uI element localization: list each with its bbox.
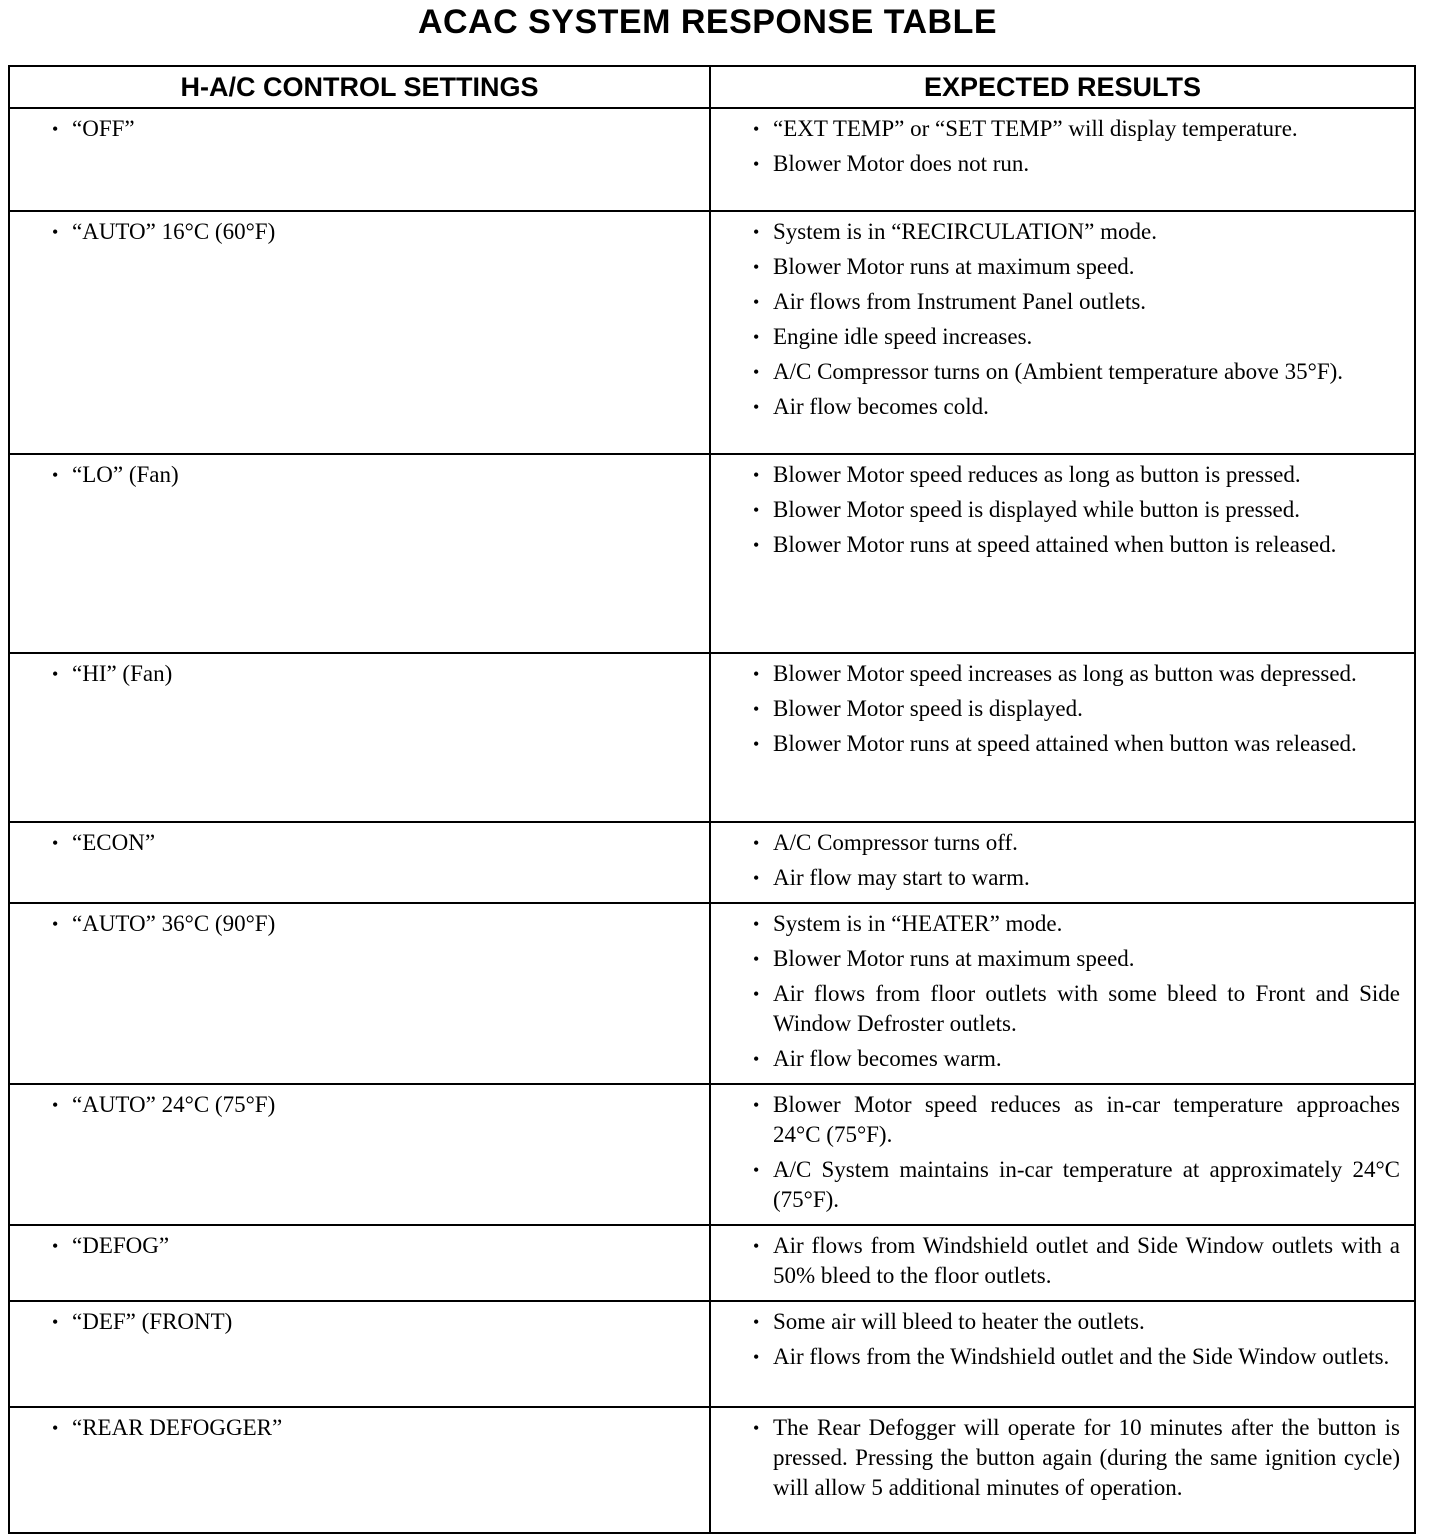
results-list xyxy=(751,1307,1400,1372)
result-item: • A/C Compressor turns on (Ambient temperature above 35°F). xyxy=(751,357,1400,387)
results-list xyxy=(751,1413,1400,1503)
result-item: • Blower Motor does not run. xyxy=(751,149,1400,179)
result-item: • “EXT TEMP” or “SET TEMP” will display temperature. xyxy=(751,114,1400,144)
setting-cell xyxy=(9,1084,710,1225)
result-item: • Air flow becomes cold. xyxy=(751,392,1400,422)
result-item: • Blower Motor speed increases as long as button was depressed. xyxy=(751,659,1400,689)
results-list xyxy=(751,460,1400,560)
results-list xyxy=(751,828,1400,893)
result-item: • Engine idle speed increases. xyxy=(751,322,1400,352)
results-list xyxy=(751,114,1400,179)
setting-cell xyxy=(9,108,710,211)
results-cell xyxy=(710,822,1415,903)
table-body xyxy=(9,108,1415,1533)
result-item: • Air flows from floor outlets with some bleed to Front and Side Window Defroster outlets. xyxy=(751,979,1400,1039)
result-item: • Air flow becomes warm. xyxy=(751,1044,1400,1074)
setting-label: • “ECON” xyxy=(50,828,695,858)
table-row xyxy=(9,1225,1415,1301)
setting-cell xyxy=(9,1407,710,1533)
results-column-header: EXPECTED RESULTS xyxy=(710,66,1415,108)
result-item: • System is in “HEATER” mode. xyxy=(751,909,1400,939)
result-item: • Blower Motor runs at maximum speed. xyxy=(751,944,1400,974)
result-item: • A/C Compressor turns off. xyxy=(751,828,1400,858)
results-list xyxy=(751,1231,1400,1291)
setting-cell xyxy=(9,211,710,454)
table-row xyxy=(9,211,1415,454)
results-list xyxy=(751,1090,1400,1215)
results-cell xyxy=(710,211,1415,454)
settings-column-header: H-A/C CONTROL SETTINGS xyxy=(9,66,710,108)
setting-cell xyxy=(9,454,710,653)
result-item: • Air flows from Instrument Panel outlets. xyxy=(751,287,1400,317)
result-item: • Blower Motor runs at speed attained when button was released. xyxy=(751,729,1400,759)
setting-label: • “HI” (Fan) xyxy=(50,659,695,689)
results-cell xyxy=(710,1301,1415,1407)
result-item: • Blower Motor runs at speed attained when button is released. xyxy=(751,530,1400,560)
setting-label: • “AUTO” 16°C (60°F) xyxy=(50,217,695,247)
setting-cell xyxy=(9,903,710,1084)
table-row xyxy=(9,1301,1415,1407)
result-item: • Air flow may start to warm. xyxy=(751,863,1400,893)
results-cell xyxy=(710,108,1415,211)
table-row xyxy=(9,903,1415,1084)
results-cell xyxy=(710,1225,1415,1301)
setting-label: • “AUTO” 24°C (75°F) xyxy=(50,1090,695,1120)
result-item: • System is in “RECIRCULATION” mode. xyxy=(751,217,1400,247)
results-list xyxy=(751,217,1400,422)
result-item: • Air flows from Windshield outlet and Side Window outlets with a 50% bleed to the floor outlets. xyxy=(751,1231,1400,1291)
result-item: • Blower Motor speed is displayed while button is pressed. xyxy=(751,495,1400,525)
response-table xyxy=(8,65,1416,1534)
result-item: • The Rear Defogger will operate for 10 minutes after the button is pressed. Pressing the button again (during the same ignition cycle) will allow 5 additional minutes of operation. xyxy=(751,1413,1400,1503)
setting-label: • “REAR DEFOGGER” xyxy=(50,1413,695,1443)
results-cell xyxy=(710,903,1415,1084)
result-item: • Air flows from the Windshield outlet and the Side Window outlets. xyxy=(751,1342,1400,1372)
result-item: • Blower Motor speed reduces as long as button is pressed. xyxy=(751,460,1400,490)
header-row xyxy=(9,66,1415,108)
result-item: • A/C System maintains in-car temperature at approximately 24°C (75°F). xyxy=(751,1155,1400,1215)
table-row xyxy=(9,1407,1415,1533)
results-list xyxy=(751,659,1400,759)
setting-cell xyxy=(9,1225,710,1301)
table-row xyxy=(9,1084,1415,1225)
result-item: • Blower Motor runs at maximum speed. xyxy=(751,252,1400,282)
setting-label: • “LO” (Fan) xyxy=(50,460,695,490)
setting-cell xyxy=(9,1301,710,1407)
setting-label: • “OFF” xyxy=(50,114,695,144)
table-row xyxy=(9,454,1415,653)
results-list xyxy=(751,909,1400,1074)
results-cell xyxy=(710,653,1415,822)
results-cell xyxy=(710,1084,1415,1225)
setting-label: • “AUTO” 36°C (90°F) xyxy=(50,909,695,939)
setting-label: • “DEF” (FRONT) xyxy=(50,1307,695,1337)
setting-cell xyxy=(9,653,710,822)
setting-label: • “DEFOG” xyxy=(50,1231,695,1261)
result-item: • Blower Motor speed reduces as in-car temperature approaches 24°C (75°F). xyxy=(751,1090,1400,1150)
table-row xyxy=(9,653,1415,822)
table-row xyxy=(9,822,1415,903)
results-cell xyxy=(710,454,1415,653)
table-row xyxy=(9,108,1415,211)
result-item: • Some air will bleed to heater the outlets. xyxy=(751,1307,1400,1337)
result-item: • Blower Motor speed is displayed. xyxy=(751,694,1400,724)
page-title: ACAC SYSTEM RESPONSE TABLE xyxy=(417,3,998,41)
results-cell xyxy=(710,1407,1415,1533)
setting-cell xyxy=(9,822,710,903)
